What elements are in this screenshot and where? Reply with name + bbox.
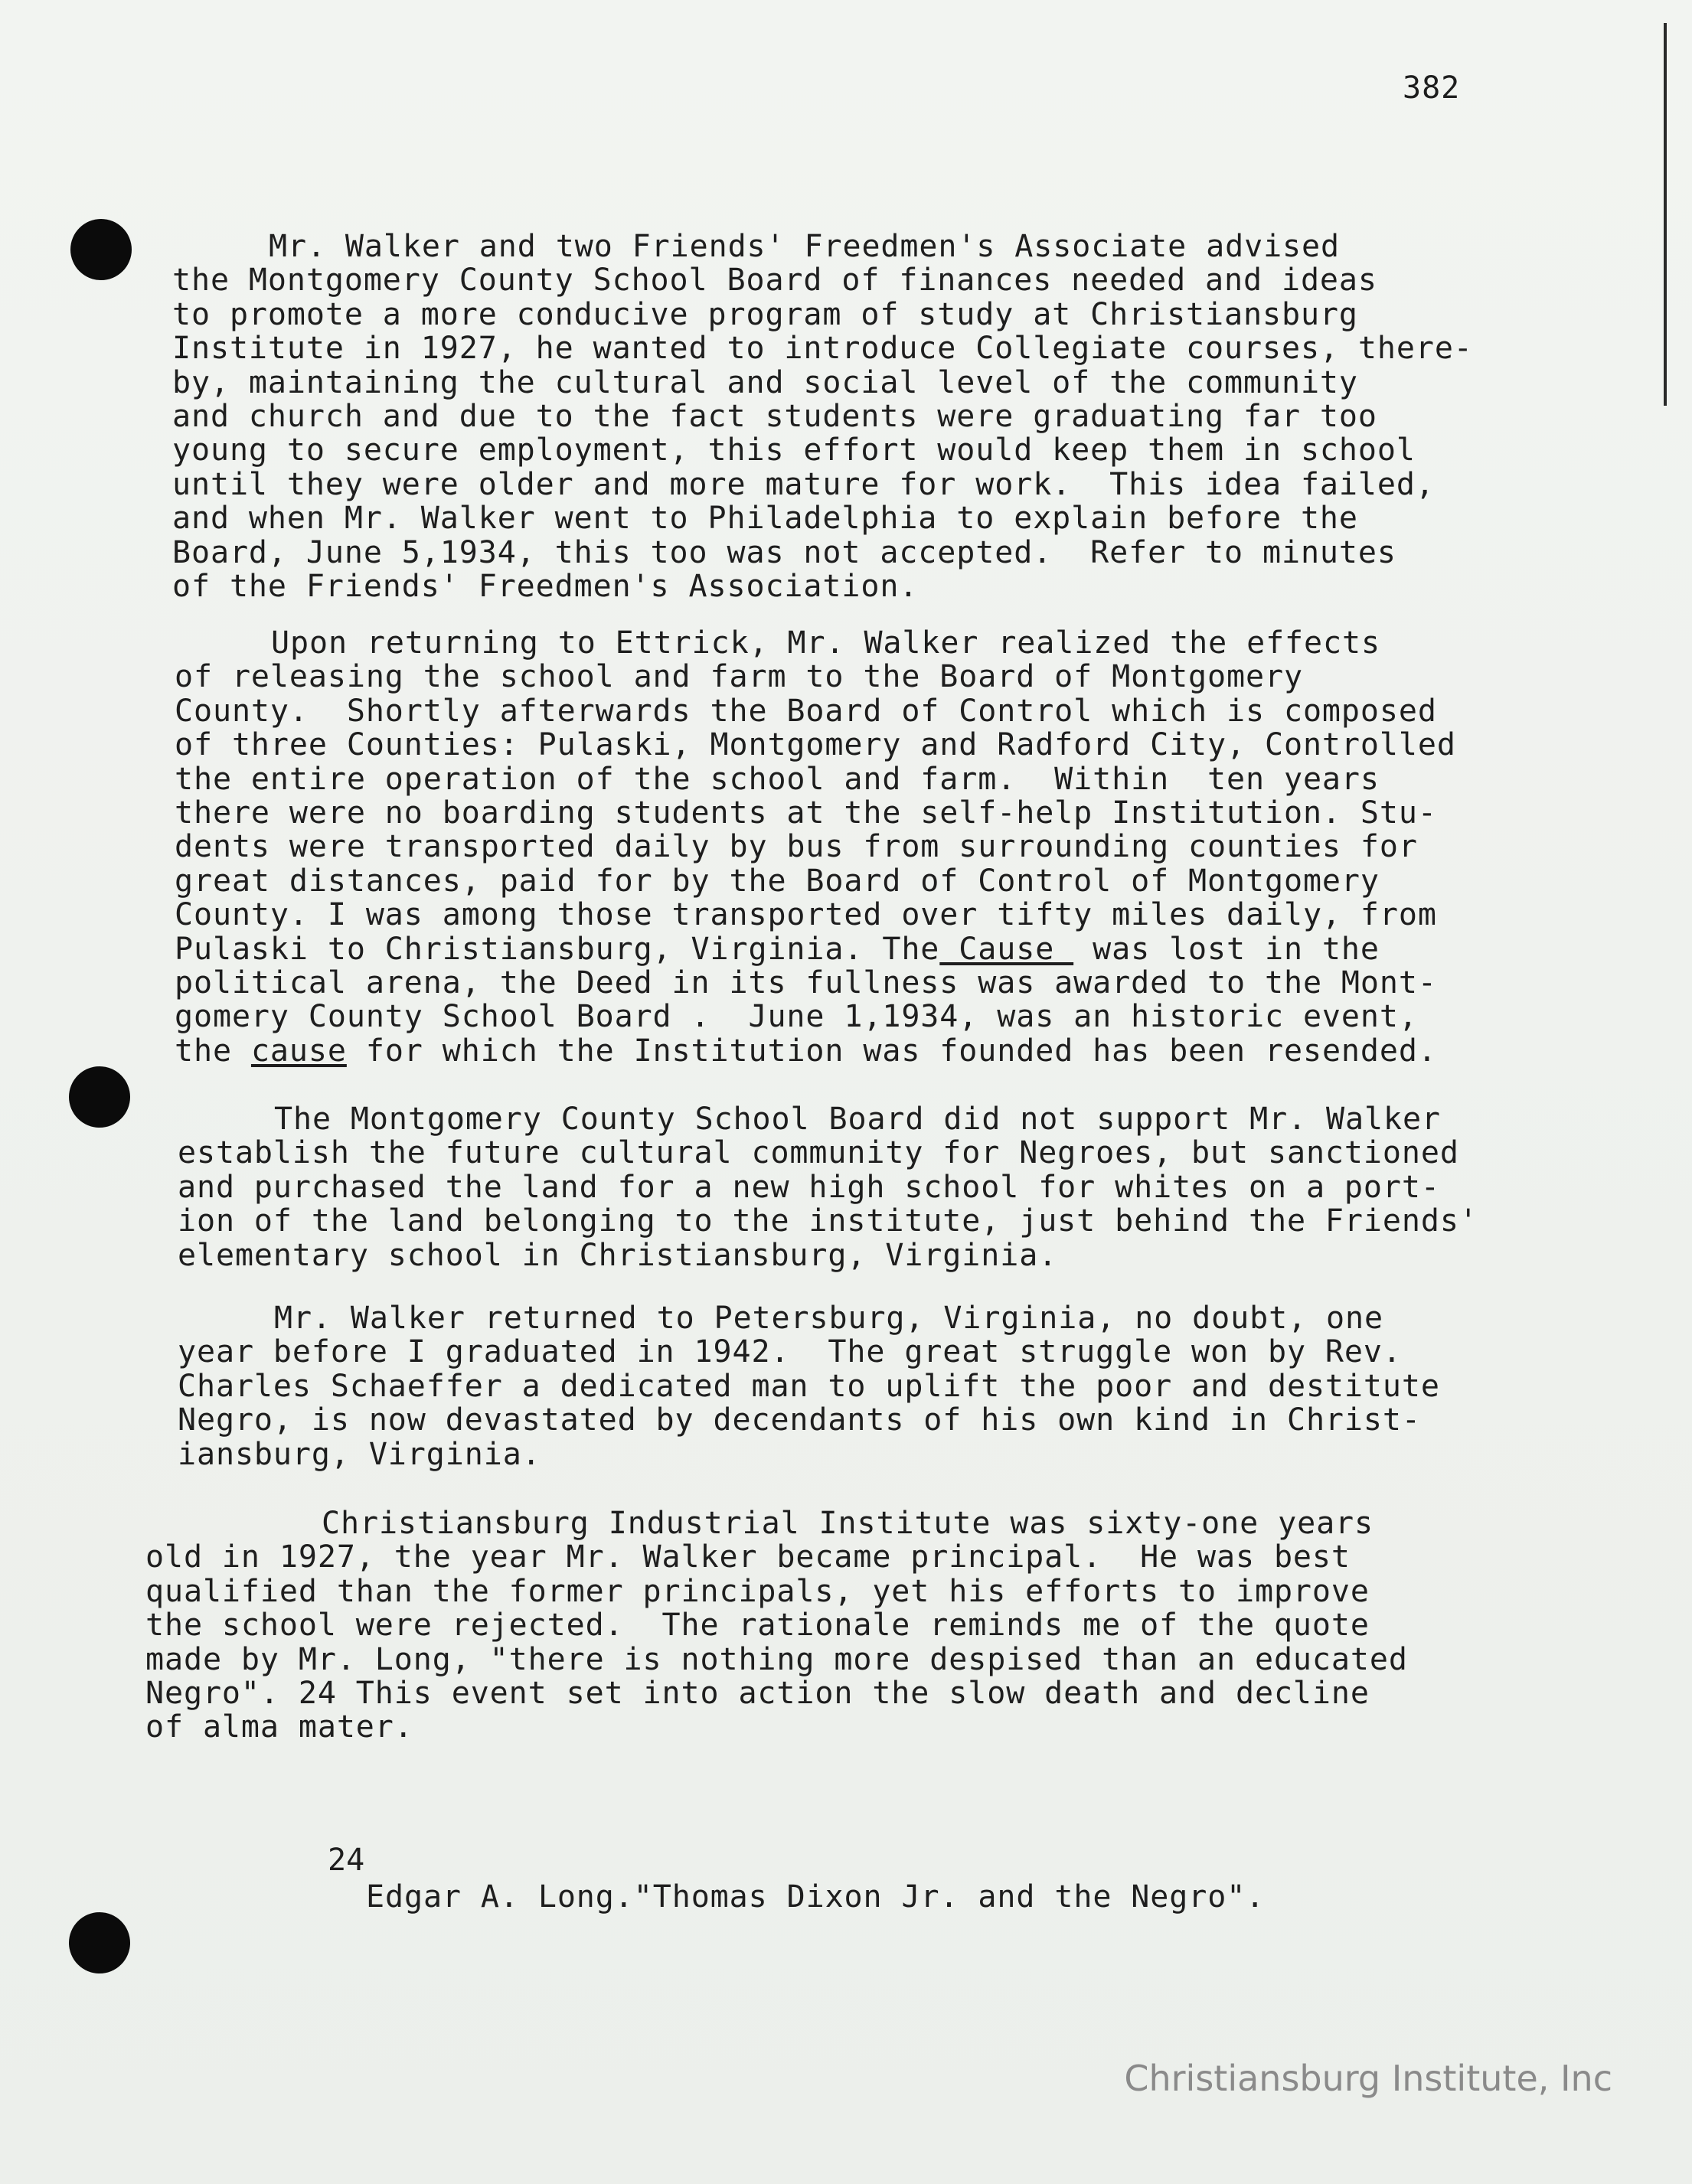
text-line: qualified than the former principals, yet his efforts to improve xyxy=(145,1573,1370,1609)
punch-hole xyxy=(70,219,132,280)
text-line: County. Shortly afterwards the Board of Control which is composed xyxy=(175,693,1437,729)
page-number: 382 xyxy=(1403,70,1461,106)
text-line: and purchased the land for a new high school for whites on a port- xyxy=(178,1169,1440,1205)
text-line-cause xyxy=(175,1034,1456,1068)
text-line: Mr. Walker returned to Petersburg, Virginia, no doubt, one xyxy=(274,1301,1383,1336)
text-line: Mr. Walker and two Friends' Freedmen's Associate advised xyxy=(269,229,1340,264)
text-line: until they were older and more mature for work. This idea failed, xyxy=(172,466,1435,502)
text-line: there were no boarding students at the self-help Institution. Stu- xyxy=(175,795,1437,831)
text-line: year before I graduated in 1942. The great struggle won by Rev. xyxy=(178,1334,1402,1370)
text-line: Charles Schaeffer a dedicated man to uplift the poor and destitute xyxy=(178,1368,1440,1404)
text-line: the school were rejected. The rationale reminds me of the quote xyxy=(145,1608,1370,1644)
footnote-mark: 24 xyxy=(328,1843,365,1878)
text-line: young to secure employment, this effort would keep them in school xyxy=(172,433,1416,468)
text-segment: Pulaski to Christiansburg, Virginia. The xyxy=(175,931,940,967)
text-line-cause xyxy=(175,932,1456,966)
paragraph-5 xyxy=(145,1507,1408,1745)
text-line: iansburg, Virginia. xyxy=(178,1436,541,1472)
punch-hole xyxy=(69,1912,130,1973)
text-line: of three Counties: Pulaski, Montgomery and Radford City, Controlled xyxy=(175,727,1456,763)
text-line: of the Friends' Freedmen's Association. xyxy=(172,569,919,605)
text-line: the Montgomery County School Board of finances needed and ideas xyxy=(172,263,1377,299)
text-line: by, maintaining the cultural and social level of the community xyxy=(172,364,1358,400)
footnote-text: Edgar A. Long."Thomas Dixon Jr. and the Negro". xyxy=(366,1879,1266,1915)
text-line: Negro, is now devastated by decendants of his own kind in Christ- xyxy=(178,1402,1421,1438)
text-line: Board, June 5,1934, this too was not accepted. Refer to minutes xyxy=(172,534,1396,570)
text-segment: was lost in the xyxy=(1073,931,1380,967)
paragraph-1 xyxy=(172,230,1473,603)
text-line: Christiansburg Industrial Institute was sixty-one years xyxy=(322,1506,1374,1541)
text-line: old in 1927, the year Mr. Walker became principal. He was best xyxy=(145,1539,1351,1575)
paragraph-2 xyxy=(175,626,1456,1068)
underlined-word-cause: Cause xyxy=(939,931,1074,967)
underlined-word-cause: cause xyxy=(250,1033,347,1069)
text-line: made by Mr. Long, "there is nothing more despised than an educated xyxy=(145,1641,1408,1677)
text-line: Upon returning to Ettrick, Mr. Walker realized the effects xyxy=(271,625,1380,661)
text-line: Institute in 1927, he wanted to introduce Collegiate courses, there- xyxy=(172,331,1473,367)
text-line: of releasing the school and farm to the Board of Montgomery xyxy=(175,659,1303,695)
text-segment: the xyxy=(175,1033,251,1069)
text-line: ion of the land belonging to the institute, just behind the Friends' xyxy=(178,1203,1478,1239)
text-line: gomery County School Board . June 1,1934, was an historic event, xyxy=(175,999,1418,1035)
paragraph-3 xyxy=(178,1102,1478,1272)
text-line: and church and due to the fact students were graduating far too xyxy=(172,399,1377,435)
text-line: Negro". 24 This event set into action the slow death and decline xyxy=(145,1676,1370,1712)
paragraph-4 xyxy=(178,1301,1440,1471)
text-line: County. I was among those transported over tifty miles daily, from xyxy=(175,897,1437,933)
text-line: dents were transported daily by bus from surrounding counties for xyxy=(175,829,1418,865)
watermark: Christiansburg Institute, Inc xyxy=(1124,2058,1612,2099)
text-line: great distances, paid for by the Board of Control of Montgomery xyxy=(175,863,1380,899)
text-line: elementary school in Christiansburg, Virginia. xyxy=(178,1237,1058,1273)
text-line: the entire operation of the school and farm. Within ten years xyxy=(175,761,1380,797)
text-line: of alma mater. xyxy=(145,1709,413,1745)
page-edge-line xyxy=(1664,23,1667,406)
punch-hole xyxy=(69,1066,130,1128)
text-segment: for which the Institution was founded has been resended. xyxy=(346,1033,1437,1069)
text-line: to promote a more conducive program of study at Christiansburg xyxy=(172,296,1358,332)
text-line: establish the future cultural community for Negroes, but sanctioned xyxy=(178,1135,1459,1171)
text-line: The Montgomery County School Board did not support Mr. Walker xyxy=(274,1102,1441,1137)
text-line: political arena, the Deed in its fullness was awarded to the Mont- xyxy=(175,965,1437,1001)
text-line: and when Mr. Walker went to Philadelphia to explain before the xyxy=(172,501,1358,537)
